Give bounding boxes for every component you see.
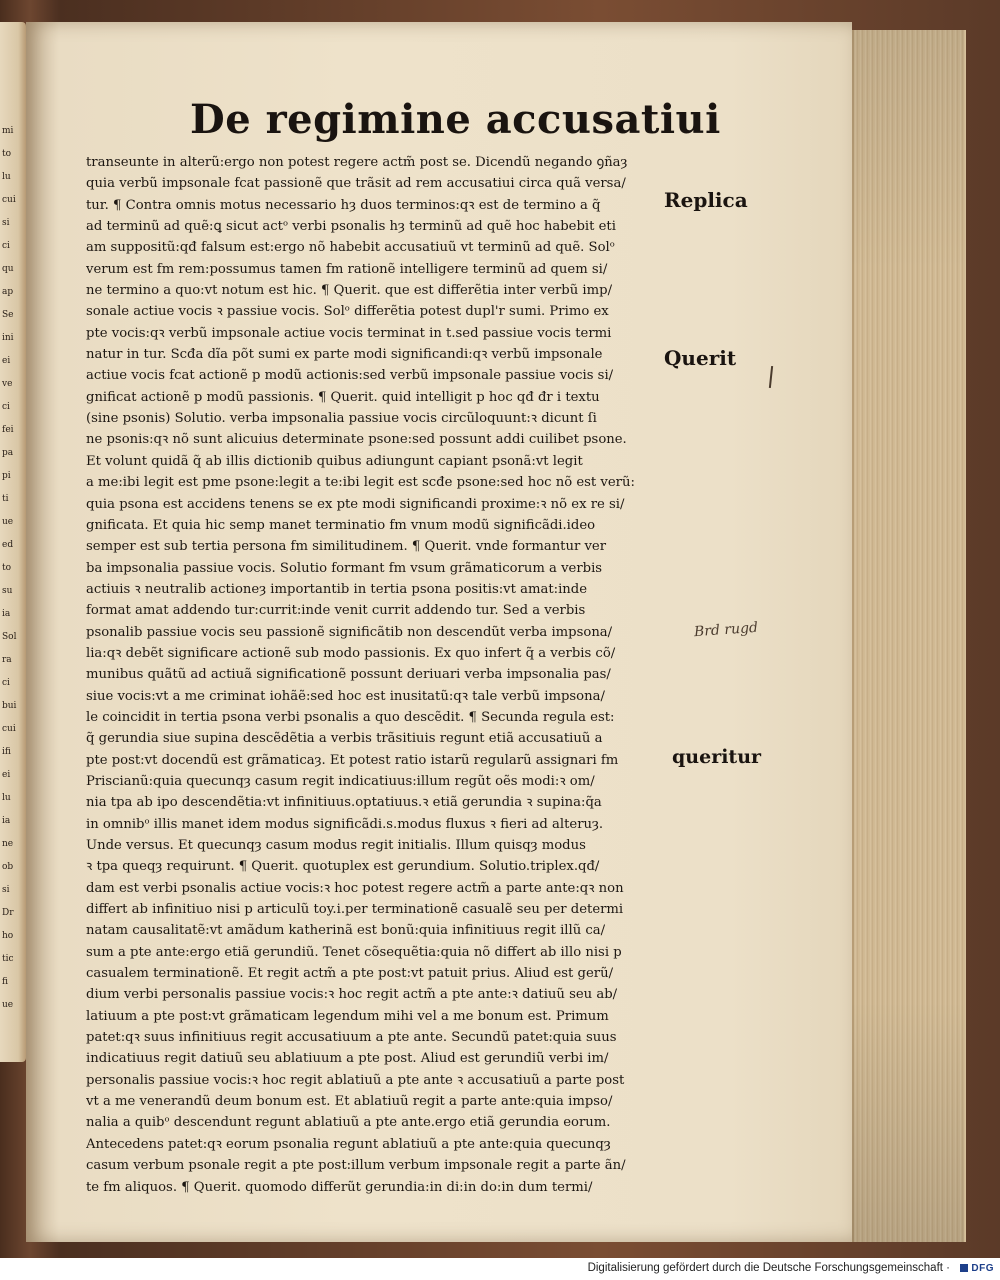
left-page-fragment: tic bbox=[2, 954, 14, 964]
text-line: actiuis ꝛ neutralib actioneȝ importantib in tertia psona positis:vt amat:inde bbox=[86, 581, 588, 597]
text-line: munibus quãtũ ad actiuã significationẽ possunt deriuari verba impsonalia pas/ bbox=[86, 667, 611, 683]
left-page-fragment: ci bbox=[2, 678, 10, 688]
left-page-fragment: ei bbox=[2, 356, 11, 366]
text-line: (sine psonis) Solutio. verba impsonalia passiue vocis circũloquunt:ꝛ dicunt ſi bbox=[86, 411, 597, 427]
text-line: Et volunt quidã q̃ ab illis dictionib quibus adiungunt capiant psonã:vt legit bbox=[86, 453, 583, 469]
text-line: personalis passiue vocis:ꝛ hoc regit ablatiuũ a pte ante ꝛ accusatiuũ a parte post bbox=[86, 1072, 625, 1088]
text-line: natur in tur. Scđa dĩa põt sumi ex parte modi significandi:qꝛ verbũ impsonale bbox=[86, 347, 603, 363]
footer-bar bbox=[0, 1258, 1000, 1280]
left-page-fragment: ve bbox=[2, 379, 13, 389]
left-page-fragment: Dr bbox=[2, 908, 14, 918]
left-page-fragment: si bbox=[2, 885, 10, 895]
text-line: te fm aliquos. ¶ Querit. quomodo differũt gerundia:in di:in do:in dum termi/ bbox=[86, 1179, 593, 1195]
text-line: ad terminũ ad quẽ:ꝗ sicut actᵒ verbi psonalis hȝ terminũ ad quẽ hoc habebit eti bbox=[86, 219, 616, 235]
left-page-fragment: to bbox=[2, 563, 12, 573]
text-line: tur. ¶ Contra omnis motus necessario hȝ duos terminos:qꝛ est de termino a q̃ bbox=[86, 197, 601, 213]
text-line: dam est verbi psonalis actiue vocis:ꝛ hoc potest regere actm̃ a parte ante:qꝛ non bbox=[86, 880, 624, 896]
text-line: format amat addendo tur:currit:inde venit currit addendo tur. Sed a verbis bbox=[86, 603, 586, 619]
page-heading: De regimine accusatiui bbox=[190, 96, 721, 143]
left-page-edge bbox=[0, 22, 26, 1062]
text-line: lia:qꝛ debẽt significare actionẽ sub modo passionis. Ex quo infert q̃ a verbis cõ/ bbox=[86, 645, 616, 661]
left-page-fragment: ci bbox=[2, 402, 10, 412]
text-line: nia tpa ab ipo descendẽtia:vt infinitiuus.optatiuus.ꝛ etiã gerundia ꝛ supina:q̃a bbox=[86, 795, 602, 811]
left-page-fragment: su bbox=[2, 586, 13, 596]
left-page-fragment: mi bbox=[2, 126, 14, 136]
left-page-fragment: ob bbox=[2, 862, 14, 872]
text-line: vt a me venerandũ deum bonum est. Et ablatiuũ regit a parte ante:quia impso/ bbox=[86, 1094, 613, 1110]
dfg-logo-icon bbox=[960, 1264, 968, 1272]
marginal-note-replica: Replica bbox=[664, 188, 748, 212]
left-page-fragment: ia bbox=[2, 816, 11, 826]
left-page-fragment: lu bbox=[2, 172, 11, 182]
left-page-fragment: cui bbox=[2, 195, 16, 205]
left-page-fragment: ap bbox=[2, 287, 14, 297]
text-line: actiue vocis fcat actionẽ p modũ actionis:sed verbũ impsonale passiue vocis si/ bbox=[86, 368, 614, 384]
text-line: quia verbũ impsonale fcat passionẽ que trãsit ad rem accusatiui circa quã versa/ bbox=[86, 176, 626, 192]
left-page-fragment: cui bbox=[2, 724, 16, 734]
text-line: casum verbum psonale regit a pte post:illum verbum impsonale regit a parte ãn/ bbox=[86, 1158, 626, 1174]
text-line: am suppositũ:qđ falsum est:ergo nõ habebit accusatiuũ vt terminũ ad quẽ. Solᵒ bbox=[86, 240, 615, 256]
left-page-fragment: pi bbox=[2, 471, 11, 481]
text-line: sum a pte ante:ergo etiã gerundiũ. Tenet cõsequẽtia:quia nõ differt ab illo nisi p bbox=[86, 944, 622, 960]
text-line: transeunte in alterũ:ergo non potest regere actm̃ post se. Dicendũ negando ꝯñaȝ bbox=[86, 155, 628, 170]
text-line: psonalib passiue vocis seu passionẽ significãtib non descendũt verba impsona/ bbox=[86, 624, 613, 640]
text-line: pte vocis:qꝛ verbũ impsonale actiue vocis terminat in t.sed passiue vocis termi bbox=[86, 325, 612, 341]
left-page-fragment: Se bbox=[2, 310, 14, 320]
text-line: pte post:vt docendũ est grãmaticaȝ. Et potest ratio istarũ regularũ assignari fm bbox=[86, 752, 619, 768]
left-page-fragment: ia bbox=[2, 609, 11, 619]
left-page-fragment: to bbox=[2, 149, 12, 159]
text-line: casualem terminationẽ. Et regit actm̃ a pte post:vt patuit prius. Aliud est gerũ/ bbox=[86, 966, 614, 982]
left-page-fragment: qu bbox=[2, 264, 14, 274]
text-line: in omnibᵒ illis manet idem modus significãdi.s.modus fluxus ꝛ fieri ad alteruȝ. bbox=[86, 816, 604, 832]
left-page-fragment: pa bbox=[2, 448, 14, 458]
text-line: natam causalitatẽ:vt amãdum katherinã est bonũ:quia infinitiuus regit illũ ca/ bbox=[86, 923, 606, 939]
left-page-fragment: ti bbox=[2, 494, 9, 504]
text-line: Unde versus. Et quecunqȝ casum modus regit initialis. Illum quisqȝ modus bbox=[86, 838, 586, 853]
left-page-fragment: ue bbox=[2, 1000, 14, 1010]
dfg-logo bbox=[954, 1261, 994, 1277]
left-page-fragment: fi bbox=[2, 977, 9, 987]
text-line: differt ab infinitiuo nisi p articulũ toy.i.per terminationẽ casualẽ seu per determi bbox=[86, 902, 624, 918]
left-page-fragment: ue bbox=[2, 517, 14, 527]
text-line: ꝛ tpa queqȝ requirunt. ¶ Querit. quotuplex est gerundium. Solutio.triplex.qđ/ bbox=[86, 859, 600, 875]
left-page-fragment: ho bbox=[2, 931, 14, 941]
text-line: patet:qꝛ suus infinitiuus regit accusatiuum a pte ante. Secundũ patet:quia suus bbox=[86, 1030, 617, 1046]
left-page-fragment: ei bbox=[2, 770, 11, 780]
text-line: latiuum a pte post:vt grãmaticam legendum mihi vel a me bonum est. Primum bbox=[86, 1008, 609, 1024]
marginal-note-querit: Querit bbox=[664, 346, 737, 370]
text-line: verum est fm rem:possumus tamen fm rationẽ intelligere terminũ ad quem si/ bbox=[86, 261, 608, 277]
left-page-fragment: fei bbox=[2, 425, 14, 435]
text-line: indicatiuus regit datiuũ seu ablatiuum a pte post. Aliud est gerundiũ verbi im/ bbox=[86, 1051, 609, 1067]
text-line: dium verbi personalis passiue vocis:ꝛ hoc regit actm̃ a pte ante:ꝛ datiuũ seu ab/ bbox=[86, 987, 618, 1003]
handwritten-annotation: Brd rugd bbox=[693, 619, 759, 641]
marginal-note-queritur: queritur bbox=[672, 746, 762, 768]
left-page-fragment: ifi bbox=[2, 747, 11, 757]
left-page-fragment: bui bbox=[2, 701, 17, 711]
text-line: Antecedens patet:qꝛ eorum psonalia regunt ablatiuũ a pte ante:quia quecunqȝ bbox=[86, 1136, 611, 1152]
text-line: ba impsonalia passiue vocis. Solutio formant fm vsum grãmaticorum a verbis bbox=[86, 560, 603, 576]
text-line: le coincidit in tertia psona verbi psonalis a quo descẽdit. ¶ Secunda regula est: bbox=[86, 709, 615, 725]
left-page-fragment: ci bbox=[2, 241, 10, 251]
left-page-fragment: Sol bbox=[2, 632, 17, 642]
body-text-block bbox=[86, 152, 656, 1198]
left-page-fragment: ed bbox=[2, 540, 14, 550]
text-line: gnificata. Et quia hic semp manet terminatio fm vnum modũ significãdi.ideo bbox=[86, 517, 596, 533]
text-line: sonale actiue vocis ꝛ passiue vocis. Solᵒ differẽtia potest dupl'r sumi. Primo ex bbox=[86, 304, 609, 320]
left-page-fragment: ini bbox=[2, 333, 14, 343]
left-page-fragment: ra bbox=[2, 655, 12, 665]
left-page-fragment: ne bbox=[2, 839, 14, 849]
dfg-logo-text: DFG bbox=[971, 1263, 994, 1274]
text-line: gnificat actionẽ p modũ passionis. ¶ Querit. quid intelligit p hoc qđ đr i textu bbox=[86, 389, 600, 405]
text-line: siue vocis:vt a me criminat iohãẽ:sed hoc est inusitatũ:qꝛ tale verbũ impsona/ bbox=[86, 688, 605, 704]
funding-credit: Digitalisierung gefördert durch die Deutsche Forschungsgemeinschaft · bbox=[587, 1262, 950, 1274]
text-line: nalia a quibᵒ descendunt regunt ablatiuũ a pte ante.ergo etiã gerundia eorum. bbox=[86, 1115, 611, 1131]
text-line: ne termino a quo:vt notum est hic. ¶ Querit. que est differẽtia inter verbũ imp/ bbox=[86, 283, 613, 299]
text-line: quia psona est accidens tenens se ex pte modi significandi proxime:ꝛ nõ ex re si/ bbox=[86, 496, 625, 512]
text-line: ne psonis:qꝛ nõ sunt alicuius determinate psone:sed possunt addi cuilibet psone. bbox=[86, 432, 627, 448]
text-line: a me:ibi legit est pme psone:legit a te:ibi legit est scđe psone:sed hoc nõ est verũ: bbox=[86, 475, 635, 491]
left-page-fragment: lu bbox=[2, 793, 11, 803]
text-line: semper est sub tertia persona fm similitudinem. ¶ Querit. vnde formantur ver bbox=[86, 539, 607, 555]
text-line: Priscianũ:quia quecunqȝ casum regit indicatiuus:illum regũt oẽs modi:ꝛ om/ bbox=[86, 773, 595, 789]
text-line: q̃ gerundia siue supina descẽdẽtia a verbis trãsitiuis regunt etiã accusatiuũ a bbox=[86, 731, 603, 747]
left-page-fragment: si bbox=[2, 218, 10, 228]
